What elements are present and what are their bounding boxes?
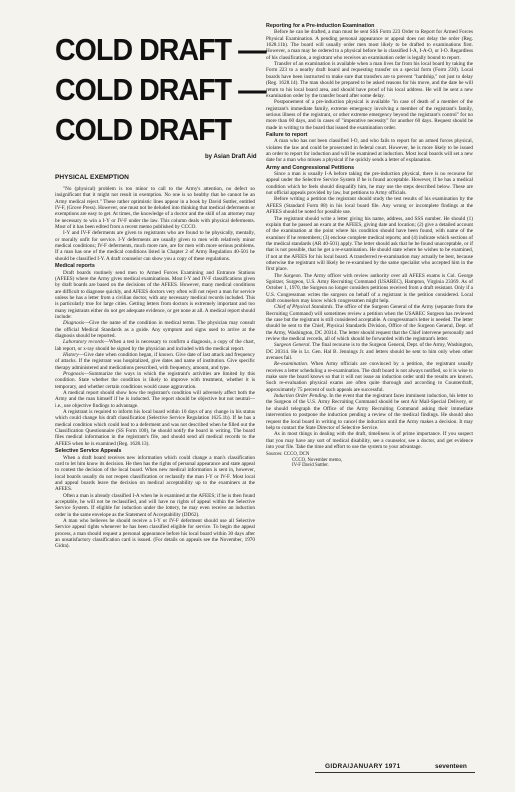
label-surgeon: The Surgeon [274, 272, 301, 279]
paragraph-chief [266, 304, 473, 342]
paragraph-surgeon [266, 273, 473, 305]
text-diagnosis: —Give the name of the condition in medical terms. The physician may consult the official Medical Standards as a guide. Any symptom and signs used to arrive at the diagnosis should be reported. [55, 320, 255, 339]
paragraph-diagnosis [55, 320, 255, 339]
paragraph-prognosis [55, 371, 255, 390]
source-item: CCCO, November memo, [292, 457, 343, 463]
paragraph-history [55, 352, 255, 371]
paragraph: Postponement of a pre-induction physical is available "in case of death of a member of the registrant's immediate family, extreme emergency involving a member of the registrant's family, serious illness of the registrant, or other extreme emergency beyond the registrant's control" for no more than 60 days, and in cases of "imperative necessity" for another 60 days. Request should be made in writing to the board that issued the examination order. [266, 99, 473, 131]
text-prognosis: —Summarize the ways in which the registrant's activities are limited by this condition. State whether the condition is likely to improve with treatment, whether it is temporary, and whether certain conditions would cause aggravation. [55, 371, 255, 390]
label-prognosis: Prognosis [63, 371, 84, 378]
source-item: CCCO, DCN [283, 452, 310, 458]
paragraph-laboratory [55, 339, 255, 352]
paragraph: Often a man is already classified I-A when he is examined at the AFEES; if he is then found acceptable, he will not be reclassified, and will have no rights of appeal within the Selective Service System. If eligible for induction under the lottery, he may even receive an induction order in the same envelope as the Statement of Acceptability (DD62). [55, 492, 255, 518]
subheading-medical-reports: Medical reports [55, 263, 95, 270]
paragraph: A medical report should show how the registrant's condition will adversely affect both the Army and the man himself if he is inducted. The report should be objective but not neutral—i.e., use objective findings to advantage. [55, 390, 255, 409]
paragraph: Since a man is usually I-A before taking the pre-induction physical, there is no recourse for appeal under the Selective Service System if he is found acceptable. However, if he has a medical condition which he feels should disqualify him, he may use the steps described below. These are not official appeals provided by law, but petitions to Army officials. [266, 171, 473, 197]
text-laboratory: —When a test is necessary to confirm a diagnosis, a copy of the chart, lab report, or x-ray should be signed by the physician and included with the medical report. [55, 339, 255, 352]
paragraph: Before he can be drafted, a man must be sent SSS Form 223 Order to Report for Armed Forces Physical Examination. A pending personal appearance or appeal does not delay the order (Reg. 1628.11b). The board will usually order men most likely to be drafted to examinations first. However, a man may be ordered to a physical before he is classified I-A, I-A-O, or I-O. Regardless of his classification, a registrant who receives an examination order is legally bound to report. [266, 29, 473, 61]
subheading-preinduction: Reporting for a Pre-induction Examination [266, 23, 375, 29]
headline-line-3: COLD DRAFT [55, 112, 232, 147]
page-footer [0, 763, 515, 773]
paragraph: The registrant should write a letter giving his name, address, and SSS number. He should (1) explain that he passed an exam at the AFEES, giving date and location; (2) give a detailed account of the examination at the point where his condition should have been found, with name of the examiner if he remembers; (3) enclose complete medical reports; and (4) indicate which sections of the medical standards (AR 40-501) apply. The letter should ask that he be found unacceptable, or if that is not possible, that he get a re-examination. He should state where he wishes to be examined, if not at the AFEES for his local board. A transferred re-examination may actually be best, because otherwise the registrant will likely be re-examined by the same specialist who accepted him in the first place. [266, 215, 473, 273]
paragraph-induction [266, 393, 473, 431]
source-item: IV-F David Suttler. [292, 463, 329, 469]
paragraph: I-Y and IV-F deferments are given to registrants who are found to be physically, mentally, or morally unfit for service. I-Y deferments are usually given to men with relatively minor medical conditions; IV-F deferments, much more rare, are for men with more serious problems. If a man has one of the medical conditions listed in Chapter 2 of Army Regulation 40-501 he should be classified I-Y. A draft counselor can show you a copy of these regulations. [55, 230, 255, 262]
issue-label: GIDRA/JANUARY 1971 [325, 763, 401, 770]
label-history: History [63, 352, 79, 358]
sources-label: Sources: [266, 452, 283, 458]
footer-rule [315, 772, 475, 773]
subheading-failure-to-report: Failure to report [266, 131, 308, 138]
headline-line-1: COLD DRAFT — [55, 32, 266, 67]
right-column [266, 22, 473, 760]
text-history: —Give date when condition began, if known. Give date of last attack and frequency of attacks. If the registrant was hospitalized, give dates and name of institution. Give specific therapy administered and medications prescribed, with frequency, amount, and type. [55, 352, 255, 371]
paragraph: Before writing a petition the registrant should study the test results of his examination by the AFEES (Standard Form 88) in his local board file. Any wrong or incomplete findings at the AFEES should be noted for possible use. [266, 196, 473, 216]
page-number: seventeen [435, 763, 467, 770]
text-induction: . In the event that the registrant faces imminent induction, his letter to the Surgeon of the U.S. Army Recruiting Command should be sent Air Mail-Special Delivery, or he should telegraph the Office of the Army Recruiting Command asking their immediate intervention to postpone the induction pending a review of the medical findings. He should also request the local board in writing to cancel the induction until the Army makes a decision. It may help to contact the State Director of Selective Service. [266, 393, 473, 431]
headline-line-2: COLD DRAFT — [55, 72, 266, 107]
text-reexamination: . When Army officials are convinced by a petition, the registrant usually receives a letter scheduling a re-examination. The draft board is not always notified, so it is wise to make sure the board knows so that it will not issue an induction order until the results are known. Such re-evaluation physical exams are often quite thorough and according to Counterdraft, approximately 75 percent of such appeals are successful. [266, 361, 473, 393]
paragraph: Transfer of an examination is available when a man lives far from his local board by taking the Form 223 to a nearby draft board and requesting transfer on a special form (Form 230). Local boards have been instructed to make sure that transfers are to prevent "hardship," not just to delay (Reg. 1628.14). The man should be prepared to be asked reasons for his move, and the date he will return to his local board area, and should have proof of his local address. He will be sent a new examination order by the transfer board after some delay. [266, 61, 473, 99]
label-laboratory: Laboratory records [63, 339, 104, 346]
paragraph-surgeon-general [266, 342, 473, 361]
sources [266, 452, 473, 469]
section-heading-exemption: PHYSICAL EXEMPTION [55, 174, 129, 181]
left-column [55, 170, 255, 758]
label-chief: Chief of Physical Standards [274, 304, 333, 311]
label-diagnosis: Diagnosis [63, 320, 85, 327]
paragraph: Draft boards routinely send men to Armed Forces Examining and Entrance Stations (AFEES) where the Army gives medical examinations. Most I-Y and IV-F classifications given by draft boards are based on the decisions of the AFEES. However, many medical conditions are difficult to diagnose quickly, and AFEES doctors very often will not reject a man for service unless he has a letter from a civilian doctor, with any necessary medical records included. This is particularly true for large cities. Getting letters from doctors is extremely important and too many registrants either do not get adequate evidence, or get none at all. A medical report should include: [55, 269, 255, 320]
paragraph: "No (physical) problem is too minor to call to the Army's attention, no defect so insignificant that it might not result in exemption. No one is so healthy that he cannot be an Army medical reject." These rather optimistic lines appear in a book by David Suttler, entitled IV-F, (Grove Press). However, one must not be deluded into thinking that medical deferments or exemptions are easy to get. At times, the knowledge of a doctor and the skill of an attorney may be necessary to win a I-Y or IV-F under the law. This column deals with physical deferments. Most of it has been edited from a recent memo published by CCCO. [55, 186, 255, 231]
text-surgeon: . The Army officer with review authority over all AFEES exams is Col. George Sgoitzer, Surgeon, U.S. Army Recruiting Command (USAREC), Hampton, Virginia 23369. As of October 1, 1970, the Surgeon no longer considers petitions received from a draft resistant. Only if a U.S. Congressman writes the surgeon on behalf of a registrant is the petition considered. Local draft counselors may know which congressmen might help. [266, 272, 473, 304]
subheading-selective-service-appeals: Selective Service Appeals [55, 448, 122, 455]
paragraph: As in most things in dealing with the draft, timeliness is of prime importance. If you suspect that you may have any sort of medical disability, see a counselor, see a doctor, and get evidence into your file. Take the time and effort to use the system to your advantage. [266, 431, 473, 450]
paragraph: A registrant is required to inform his local board within 10 days of any change in his status which could change his draft classification (Selective Service Regulation 1625.1b). If he has a medical condition which could lead to a deferment and was not described when he filled out the Classification Questionnaire (SS Form 100), he should notify the board in writing. The board files medical information in the registrant's file, and should send all medical records to the AFEES when he is examined (Reg. 1628.13). [55, 409, 255, 447]
paragraph: A man who has not been classified I-O, and who fails to report for an armed forces physical, violates the law and could be prosecuted in federal court. However, he is more likely to be issued an order to report for induction and will be examined at induction. Most local boards will set a new date for a man who misses a physical if he quickly sends a letter of explanation. [266, 138, 473, 164]
text-surgeon-general: . The final recourse is to the Surgeon General, Dept. of the Army, Washington, DC 20314. He is Lt. Gen. Hal B. Jennings Jr. and letters should be sent to him only when other avenues fail. [266, 342, 473, 362]
label-reexamination: Re-examination [274, 361, 307, 368]
paragraph: When a draft board receives new information which could change a man's classification card to let him know its decision. He then has the rights of personal appearance and state appeal to contest the decision of the local board. When new medical information is sent in, however, local boards usually do not reopen classification or reclassify the man I-Y or IV-F. Most local and appeal boards leave the decision on medical acceptability up to the examiners at the AFEES. [55, 454, 255, 493]
subheading-army-congressional: Army and Congressional Petitions [266, 164, 355, 171]
label-surgeon-general: Surgeon General [274, 342, 310, 349]
paragraph: A man who believes he should receive a I-Y or IV-F deferment should use all Selective Service appeal rights whenever he has been classified eligible for service. To begin the appeal process, a man should request a personal appearance before his local board within 30 days after an unsatisfactory classification card is issued. (For details on appeals see the November, 1970 Gidra). [55, 518, 255, 550]
byline: by Asian Draft Aid [205, 154, 257, 160]
paragraph-reexamination [266, 361, 473, 393]
text-chief: . The office of the Surgeon General of the Army (separate from the Recruiting Command) will sometimes review a petition when the USAREC Surgeon has reviewed the case but the registrant is still considered acceptable. A congressman's letter is needed. The letter should be sent to the Chief, Physical Standards Division, Office of the Surgeon General, Dept. of the Army, Washington, DC 20314. The letter should request that the Chief intervene personally and review the medical records, all of which should be forwarded with the registrant's letter. [266, 304, 473, 343]
headline [55, 30, 266, 150]
label-induction: Induction Order Pending [274, 393, 327, 400]
